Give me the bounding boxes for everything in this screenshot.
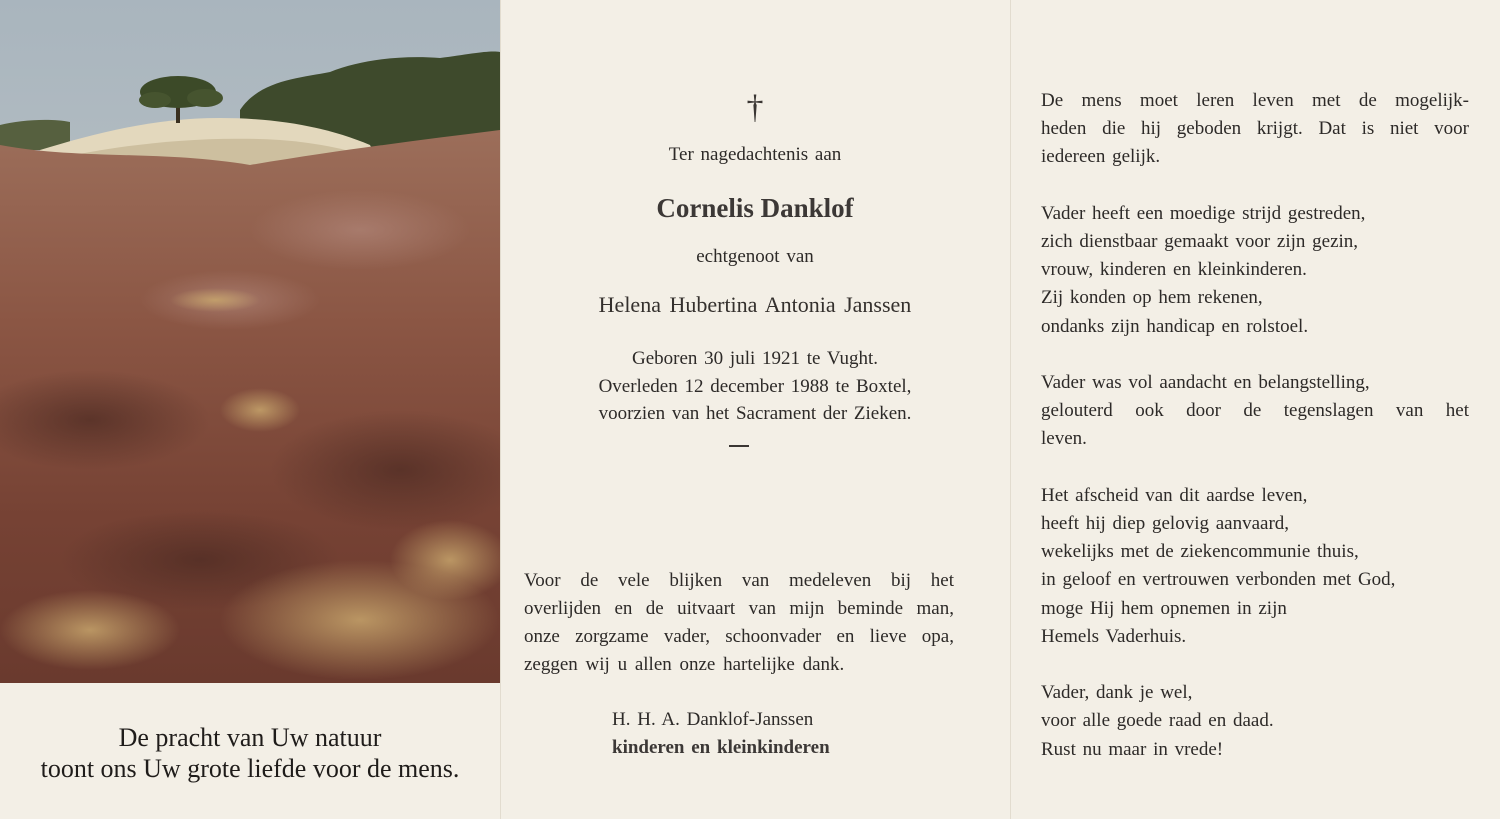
poem-line: voor alle goede raad en daad.	[1041, 710, 1274, 732]
spouse-name: Helena Hubertina Antonia Janssen	[598, 292, 912, 317]
heathland-photo	[0, 0, 500, 683]
poem-line: Hemels Vaderhuis.	[1041, 625, 1187, 647]
poem-stanza-1	[1041, 87, 1469, 172]
deceased-name: Cornelis Danklof	[656, 193, 854, 223]
poem-line: Vader, dank je wel,	[1041, 682, 1193, 704]
poem-line: Het afscheid van dit aardse leven,	[1041, 484, 1308, 506]
poem-panel	[1010, 0, 1500, 819]
memorial-panel	[500, 0, 1010, 819]
poem-line: heden die hij geboden krijgt. Dat is niet voor	[1041, 118, 1469, 140]
divider	[729, 445, 749, 447]
poem-stanza-3	[1041, 369, 1469, 454]
poem-line: wekelijks met de ziekencommunie thuis,	[1041, 541, 1359, 563]
poem-line: zich dienstbaar gemaakt voor zijn gezin,	[1041, 231, 1359, 252]
poem-line: leven.	[1041, 428, 1087, 450]
poem-line: Vader was vol aandacht en belangstelling,	[1041, 372, 1370, 393]
poem-line: vrouw, kinderen en kleinkinderen.	[1041, 259, 1307, 281]
poem-line: Rust nu maar in vrede!	[1041, 738, 1224, 760]
cross-icon: †	[746, 89, 764, 126]
poem-stanza-5	[1041, 679, 1469, 764]
poem-line: moge Hij hem opnemen in zijn	[1041, 597, 1287, 619]
caption-line-2: toont ons Uw grote liefde voor de mens.	[40, 754, 460, 783]
poem-line: De mens moet leren leven met de mogelijk-	[1041, 90, 1469, 111]
poem-line: Vader heeft een moedige strijd gestreden,	[1041, 202, 1366, 224]
poem-stanza-4	[1041, 482, 1469, 651]
poem-line: gelouterd ook door de tegenslagen van het	[1041, 400, 1469, 422]
poem-line: in geloof en vertrouwen verbonden met God,	[1041, 569, 1396, 591]
poem-line: Zij konden op hem rekenen,	[1041, 287, 1263, 309]
birth-line: Geboren 30 juli 1921 te Vught.	[632, 348, 878, 369]
life-dates	[500, 345, 1010, 428]
thanks-text: Voor de vele blijken van medeleven bij het overlijden en de uitvaart van mijn beminde man, onze zorgzame vader, schoonvader en lieve opa, zeggen wij u allen onze hartelijke dank.	[524, 570, 954, 675]
poem-stanza-2	[1041, 200, 1469, 341]
card-front-panel	[0, 0, 500, 819]
signature-name: H. H. A. Danklof-Janssen	[612, 709, 814, 730]
intro-text: Ter nagedachtenis aan	[668, 144, 842, 165]
poem-line: ondanks zijn handicap en rolstoel.	[1041, 315, 1309, 337]
poem	[1041, 87, 1469, 792]
poem-line: heeft hij diep gelovig aanvaard,	[1041, 513, 1290, 534]
spouse-label: echtgenoot van	[696, 246, 814, 267]
poem-line: iedereen gelijk.	[1041, 146, 1161, 168]
sacrament-line: voorzien van het Sacrament der Zieken.	[598, 403, 912, 424]
signature-family: kinderen en kleinkinderen	[612, 737, 830, 758]
photo-caption	[0, 722, 500, 784]
caption-line-1: De pracht van Uw natuur	[118, 723, 382, 752]
death-line: Overleden 12 december 1988 te Boxtel,	[598, 375, 912, 397]
